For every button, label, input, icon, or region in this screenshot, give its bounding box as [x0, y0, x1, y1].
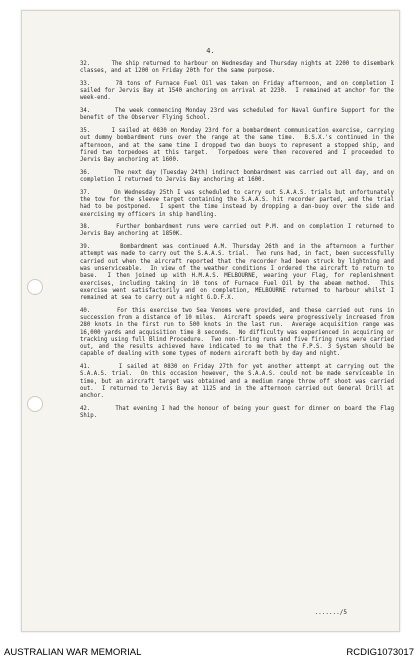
- paragraph-40: 40. For this exercise two Sea Venoms were provided, and these carried out runs in succession from a distance of 10 miles. Aircraft speeds were progressively increased from 280 knots in the first run to 500 knots in the last run. Average acquisition range was 16,000 yards and acquisition time 8 seconds. No difficulty was experienced in acquiring or tracking using full Blind Procedure. Two non-firing runs and five firing runs were carried out, and the results achieved have indicated to me that the F.P.S. 3 System should be capable of dealing with some types of modern aircraft both by day and night.: [80, 307, 398, 358]
- paragraph-34: 34. The week commencing Monday 23rd was scheduled for Naval Gunfire Support for the benefit of the Observer Flying School.: [80, 108, 398, 122]
- archive-footer: [0, 640, 420, 666]
- archive-reference: RCDIG1073017: [346, 647, 414, 658]
- punch-hole: [27, 279, 43, 295]
- paragraph-36: 36. The next day (Tuesday 24th) indirect bombardment was carried out all day, and on completion I returned to Jervis Bay anchoring at 1600.: [80, 169, 398, 184]
- paragraph-32: 32. The ship returned to harbour on Wednesday and Thursday nights at 2200 to disembark classes, and at 1200 on Friday 20th for the same purpose.: [80, 61, 398, 75]
- continuation-mark: ......./5: [314, 609, 347, 616]
- paragraph-38: 38. Further bombardment runs were carried out P.M. and on completion I returned to Jervis Bay anchoring at 1850K.: [80, 224, 398, 238]
- paragraph-39: 39. Bombardment was continued A.M. Thursday 26th and in the afternoon a further attempt was made to carry out the S.A.A.S. trial. Two runs had, in fact, been successfully carried out when the aircraft reported that the recorder had been struck by lightning and was unserviceable. In view of the weather conditions I ordered the aircraft to return to base. I then joined up with H.M.A.S. MELBOURNE, wearing your Flag, for replenishment exercises, including taking in 10 tons of Furnace Fuel Oil by the abeam method. This exercise went satisfactorily and on completion, MELBOURNE returned to harbour whilst I remained at sea to carry out a night G.D.F.X.: [80, 244, 398, 302]
- page-number: 4.: [206, 47, 215, 55]
- punch-hole: [27, 396, 43, 412]
- document-page: [21, 10, 400, 632]
- paragraph-33: 33. 78 tons of Furnace Fuel Oil was taken on Friday afternoon, and on completion I sailed for Jervis Bay at 1540 anchoring on arrival at 2230. I remained at anchor for the week-end.: [80, 80, 398, 102]
- paragraph-41: 41. I sailed at 0830 on Friday 27th for yet another attempt at carrying out the S.A.A.S. trial. On this occasion however, the S.A.A.S. could not be made serviceable in time, but an aircraft target was obtained and a medium range throw off shoot was carried out. I returned to Jervis Bay at 1125 and in the afternoon carried out General Drill at anchor.: [80, 364, 398, 400]
- paragraph-42: 42. That evening I had the honour of being your guest for dinner on board the Flag Ship.: [80, 405, 398, 420]
- paragraph-37: 37. On Wednesday 25th I was scheduled to carry out S.A.A.S. trials but unfortunately the tow for the sleeve target containing the S.A.A.S. hit recorder parted, and the trial had to be postponed. I spent the time instead by dropping a dan-buoy over the side and exercising my officers in ship handling.: [80, 189, 398, 218]
- archive-name: AUSTRALIAN WAR MEMORIAL: [4, 647, 142, 658]
- paragraph-35: 35. I sailed at 0830 on Monday 23rd for a bombardment communication exercise, carrying out dummy bombardment runs over the range at the same time. B.S.X.'s continued in the afternoon, and at the same time I dropped two dan buoys to represent a stopped ship, and fired two torpedoes at this target. Torpedoes were then recovered and I proceeded to Jervis Bay anchoring at 1600.: [80, 127, 398, 164]
- document-body: [80, 61, 398, 426]
